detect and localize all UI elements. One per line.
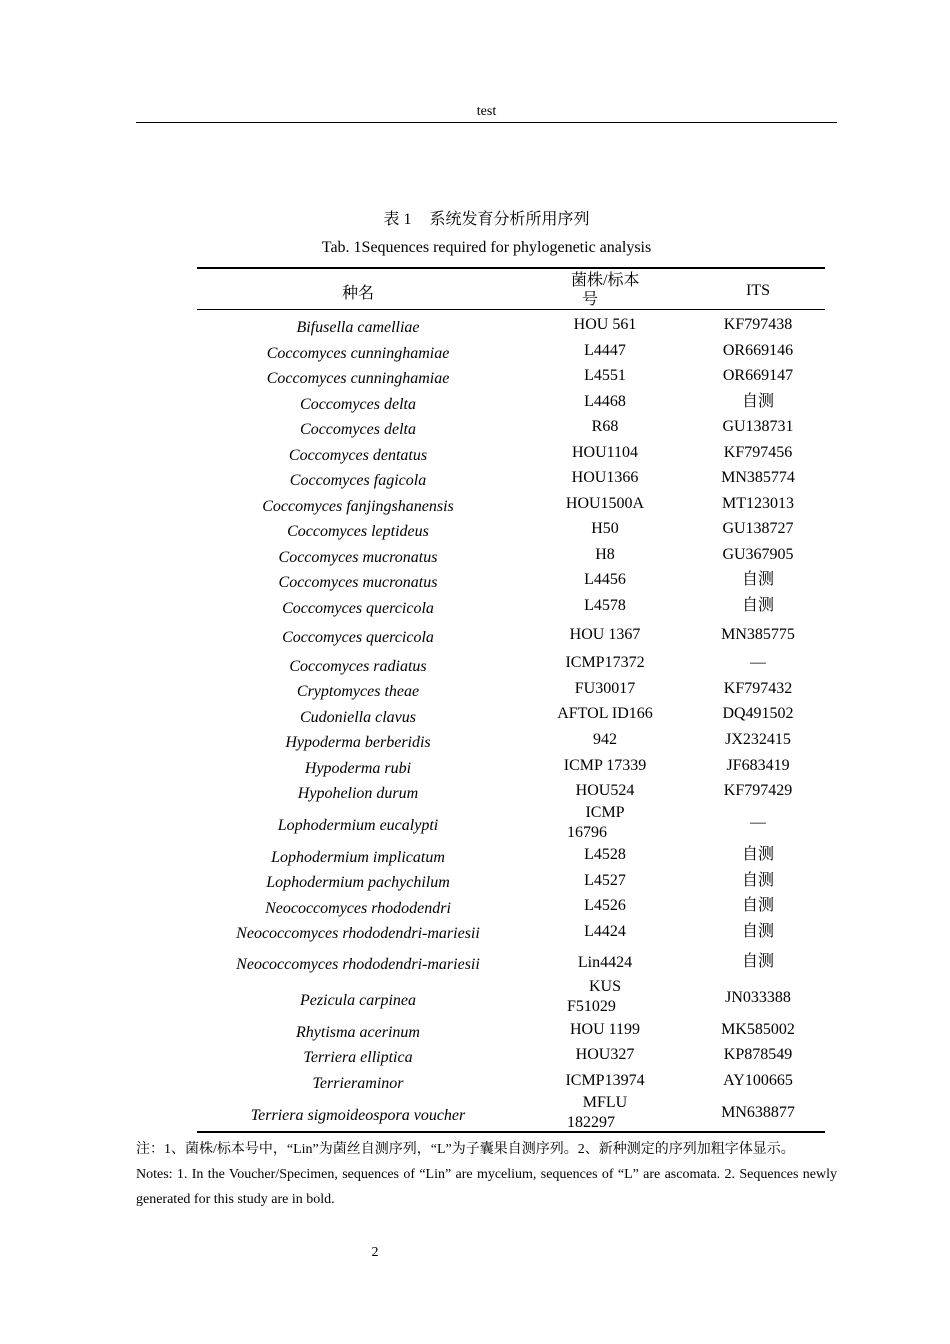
header-rule	[136, 122, 837, 123]
voucher-cell-line2: 182297	[567, 1114, 615, 1131]
species-cell: Hypoderma berberidis	[285, 734, 431, 751]
species-cell: Coccomyces cunninghamiae	[266, 345, 450, 362]
voucher-cell-line1: KUS	[588, 978, 621, 995]
species-cell: Lophodermium eucalypti	[277, 817, 439, 834]
its-cell: 自测	[741, 953, 774, 970]
column-header-voucher-line1: 菌株/标本	[571, 272, 640, 289]
species-cell: Coccomyces mucronatus	[278, 574, 438, 591]
voucher-cell: HOU 1199	[569, 1021, 641, 1038]
voucher-cell: H8	[595, 546, 615, 563]
species-cell: Cudoniella clavus	[300, 709, 416, 726]
species-cell: Terriera elliptica	[303, 1049, 413, 1066]
column-header-its: ITS	[746, 282, 770, 299]
voucher-cell: L4424	[584, 923, 626, 940]
its-cell: 自测	[741, 846, 774, 863]
its-cell: 自测	[741, 571, 774, 588]
voucher-cell: ICMP17372	[565, 654, 645, 671]
voucher-cell: HOU 1367	[569, 626, 641, 643]
column-header-species: 种名	[341, 285, 374, 302]
table-caption-cn	[136, 206, 837, 229]
voucher-cell: HOU1500A	[565, 495, 645, 512]
its-cell: KF797456	[723, 444, 793, 461]
voucher-cell: L4578	[584, 597, 626, 614]
voucher-cell-line1: MFLU	[582, 1094, 628, 1111]
running-head: test	[476, 104, 497, 119]
voucher-cell	[567, 803, 643, 843]
species-cell: Coccomyces fanjingshanensis	[262, 498, 454, 515]
voucher-cell: L4456	[584, 571, 626, 588]
its-cell: —	[750, 654, 766, 671]
species-cell: Coccomyces delta	[300, 396, 416, 413]
table-caption-number: 表 1	[383, 211, 412, 228]
its-cell: OR669146	[722, 342, 794, 359]
species-cell: Coccomyces leptideus	[287, 523, 429, 540]
voucher-cell: ICMP13974	[565, 1072, 645, 1089]
its-cell: GU367905	[722, 546, 794, 563]
voucher-cell: ICMP 17339	[563, 757, 647, 774]
species-cell: Rhytisma acerinum	[296, 1024, 420, 1041]
voucher-cell-line2: F51029	[567, 998, 616, 1015]
species-cell: Lophodermium implicatum	[271, 849, 445, 866]
its-cell: KF797438	[723, 316, 793, 333]
table-note-cn: 注：1、菌株/标本号中，“Lin”为菌丝自测序列，“L”为子囊果自测序列。2、新种测定的序列加粗字体显示。	[136, 1142, 795, 1157]
column-header-voucher	[560, 271, 650, 309]
voucher-cell: L4527	[584, 872, 626, 889]
table-caption-en: Tab. 1Sequences required for phylogenetic analysis	[321, 239, 652, 256]
species-cell: Bifusella camelliae	[296, 319, 420, 336]
voucher-cell	[567, 977, 643, 1017]
its-cell: KF797429	[723, 782, 793, 799]
species-cell: Hypoderma rubi	[304, 760, 412, 777]
voucher-cell: L4447	[584, 342, 626, 359]
voucher-cell: HOU 561	[573, 316, 637, 333]
species-cell: Cryptomyces theae	[296, 683, 420, 700]
species-cell: Coccomyces delta	[300, 421, 416, 438]
its-cell: MT123013	[722, 495, 794, 512]
species-cell: Terriera sigmoideospora voucher	[250, 1107, 466, 1124]
voucher-cell	[567, 1093, 643, 1133]
its-cell: KF797432	[723, 680, 793, 697]
page-number: 2	[371, 1245, 379, 1260]
species-cell: Coccomyces fagicola	[289, 472, 427, 489]
its-cell: OR669147	[722, 367, 794, 384]
voucher-cell: HOU524	[575, 782, 635, 799]
its-cell: DQ491502	[722, 705, 794, 722]
voucher-cell: AFTOL ID166	[557, 705, 653, 722]
species-cell: Coccomyces mucronatus	[278, 549, 438, 566]
voucher-cell: R68	[591, 418, 619, 435]
its-cell: 自测	[741, 923, 774, 940]
species-cell: Terrieraminor	[312, 1075, 404, 1092]
voucher-cell-line1: ICMP	[585, 804, 625, 821]
species-cell: Coccomyces cunninghamiae	[266, 370, 450, 387]
species-cell: Coccomyces quercicola	[282, 629, 434, 646]
its-cell: JF683419	[726, 757, 790, 774]
species-cell: Coccomyces quercicola	[282, 600, 434, 617]
its-cell: 自测	[741, 897, 774, 914]
its-cell: MN385774	[721, 469, 795, 486]
its-cell: 自测	[741, 393, 774, 410]
species-cell: Pezicula carpinea	[300, 992, 416, 1009]
species-cell: Coccomyces dentatus	[288, 447, 428, 464]
voucher-cell: H50	[591, 520, 619, 537]
species-cell: Lophodermium pachychilum	[266, 874, 450, 891]
voucher-cell-line2: 16796	[567, 824, 607, 841]
species-cell: Neococcomyces rhododendri-mariesii	[236, 956, 480, 973]
its-cell: AY100665	[723, 1072, 793, 1089]
voucher-cell: HOU1366	[571, 469, 639, 486]
its-cell: KP878549	[723, 1046, 793, 1063]
its-cell: —	[750, 814, 766, 831]
its-cell: 自测	[741, 597, 774, 614]
its-cell: JX232415	[725, 731, 791, 748]
species-cell: Neococcomyces rhododendri-mariesii	[236, 925, 480, 942]
table-caption-cn-text: 系统发育分析所用序列	[429, 211, 590, 228]
voucher-cell: L4528	[584, 846, 626, 863]
voucher-cell: 942	[593, 731, 617, 748]
voucher-cell: Lin4424	[577, 954, 633, 971]
its-cell: JN033388	[725, 989, 791, 1006]
voucher-cell: FU30017	[574, 680, 636, 697]
its-cell: MN638877	[721, 1104, 795, 1121]
column-header-voucher-line2: 号	[582, 291, 599, 308]
table-header-rule	[197, 309, 825, 310]
its-cell: MK585002	[721, 1021, 795, 1038]
voucher-cell: HOU327	[575, 1046, 635, 1063]
voucher-cell: L4526	[584, 897, 626, 914]
voucher-cell: L4468	[584, 393, 626, 410]
species-cell: Coccomyces radiatus	[289, 658, 427, 675]
table-bottom-rule	[197, 1131, 825, 1133]
table-top-rule	[197, 267, 825, 269]
voucher-cell: HOU1104	[571, 444, 639, 461]
its-cell: 自测	[741, 872, 774, 889]
its-cell: GU138727	[722, 520, 794, 537]
voucher-cell: L4551	[584, 367, 626, 384]
species-cell: Neococcomyces rhododendri	[265, 900, 451, 917]
table-note-en: Notes: 1. In the Voucher/Specimen, sequences of “Lin” are mycelium, sequences of “L” are ascomata. 2. Sequences newly generated for this study are in bold.	[136, 1167, 837, 1207]
its-cell: MN385775	[721, 626, 795, 643]
species-cell: Hypohelion durum	[297, 785, 419, 802]
its-cell: GU138731	[722, 418, 794, 435]
